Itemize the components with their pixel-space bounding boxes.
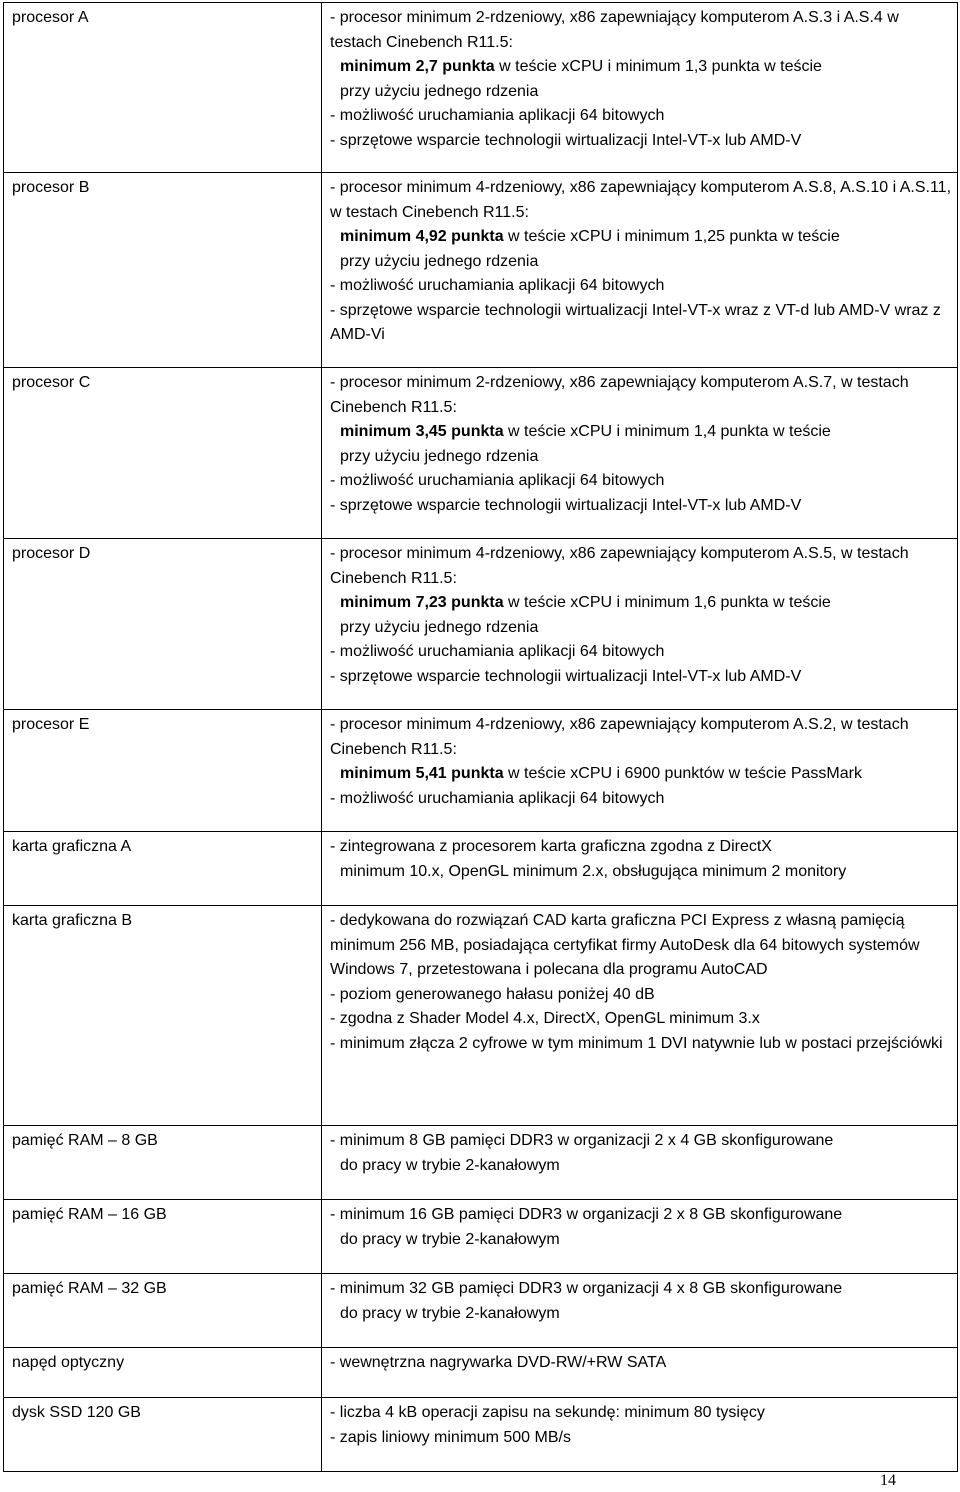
requirement-text: przy użyciu jednego rdzenia (340, 82, 539, 100)
benchmark-minimum: minimum 7,23 punkta (340, 594, 504, 611)
benchmark-minimum: minimum 5,41 punkta (340, 765, 504, 782)
requirement-line (330, 1426, 951, 1451)
component-requirements (322, 3, 958, 173)
requirement-line (330, 909, 951, 983)
requirement-line (330, 55, 951, 80)
spec-row (4, 368, 958, 539)
component-requirements (322, 173, 958, 368)
requirement-text: - zapis liniowy minimum 500 MB/s (330, 1428, 571, 1446)
page-number: 14 (880, 1472, 896, 1489)
requirement-line (330, 1129, 951, 1154)
spec-row (4, 539, 958, 710)
requirement-line (330, 1277, 951, 1302)
requirement-text: - zgodna z Shader Model 4.x, DirectX, OpenGL minimum 3.x (330, 1010, 760, 1027)
component-requirements (322, 710, 958, 832)
requirement-text: minimum 10.x, OpenGL minimum 2.x, obsługująca minimum 2 monitory (340, 862, 847, 880)
requirement-text: przy użyciu jednego rdzenia (340, 252, 539, 270)
requirement-text: - sprzętowe wsparcie technologii wirtualizacji Intel-VT-x lub AMD-V (330, 667, 802, 685)
requirement-line (330, 542, 951, 591)
requirement-line (330, 591, 951, 616)
requirement-text: - procesor minimum 2-rdzeniowy, x86 zapewniający komputerom A.S.7, w testach Cinebench R11.5: (330, 374, 909, 416)
component-requirements (322, 539, 958, 710)
requirement-line (330, 494, 951, 519)
spec-row (4, 1398, 958, 1472)
requirement-line (330, 640, 951, 665)
requirement-line (330, 1154, 951, 1179)
requirement-text: - możliwość uruchamiania aplikacji 64 bitowych (330, 789, 665, 807)
component-name: pamięć RAM – 16 GB (4, 1200, 322, 1274)
requirement-line (330, 6, 951, 55)
requirement-text: do pracy w trybie 2-kanałowym (340, 1230, 560, 1248)
requirement-text: w teście xCPU i minimum 1,3 punkta w teście (494, 58, 822, 75)
requirement-text: w teście xCPU i 6900 punktów w teście PassMark (503, 765, 862, 782)
component-requirements (322, 1200, 958, 1274)
requirement-line (330, 299, 951, 348)
benchmark-minimum: minimum 2,7 punkta (340, 58, 495, 75)
requirement-text: - możliwość uruchamiania aplikacji 64 bitowych (330, 472, 665, 489)
component-name: dysk SSD 120 GB (4, 1398, 322, 1472)
requirement-text: - sprzętowe wsparcie technologii wirtualizacji Intel-VT-x lub AMD-V (330, 496, 802, 514)
requirement-line (330, 420, 951, 445)
spec-row (4, 1200, 958, 1274)
requirement-line (330, 616, 951, 641)
component-requirements (322, 1348, 958, 1398)
requirement-text: przy użyciu jednego rdzenia (340, 618, 539, 636)
requirement-line (330, 274, 951, 299)
requirement-text: do pracy w trybie 2-kanałowym (340, 1304, 560, 1322)
requirement-line (330, 80, 951, 105)
requirement-text: - minimum złącza 2 cyfrowe w tym minimum 1 DVI natywnie lub w postaci przejściówki (330, 1034, 943, 1052)
spec-row (4, 906, 958, 1126)
requirement-text: - minimum 8 GB pamięci DDR3 w organizacji 2 x 4 GB skonfigurowane (330, 1132, 834, 1149)
component-name: procesor A (4, 3, 322, 173)
component-name: procesor B (4, 173, 322, 368)
requirement-text: w teście xCPU i minimum 1,25 punkta w teście (503, 228, 840, 245)
requirement-line (330, 860, 951, 885)
requirement-text: - poziom generowanego hałasu poniżej 40 dB (330, 985, 655, 1003)
requirement-text: - zintegrowana z procesorem karta graficzna zgodna z DirectX (330, 838, 772, 855)
component-requirements (322, 1274, 958, 1348)
requirement-line (330, 983, 951, 1008)
requirement-text: - procesor minimum 2-rdzeniowy, x86 zapewniający komputerom A.S.3 i A.S.4 w testach Cinebench R11.5: (330, 9, 899, 51)
requirement-line (330, 129, 951, 154)
component-name: procesor D (4, 539, 322, 710)
component-requirements (322, 832, 958, 906)
requirement-text: - procesor minimum 4-rdzeniowy, x86 zapewniający komputerom A.S.2, w testach Cinebench R11.5: (330, 716, 909, 758)
requirement-text: - wewnętrzna nagrywarka DVD-RW/+RW SATA (330, 1354, 667, 1371)
component-name: karta graficzna A (4, 832, 322, 906)
spec-row (4, 3, 958, 173)
requirement-line (330, 1228, 951, 1253)
requirement-line (330, 835, 951, 860)
requirement-line (330, 787, 951, 812)
component-name: pamięć RAM – 32 GB (4, 1274, 322, 1348)
spec-row (4, 1348, 958, 1398)
specification-table (3, 2, 958, 1472)
requirement-text: - dedykowana do rozwiązań CAD karta graficzna PCI Express z własną pamięcią minimum 256 MB, posiadająca certyfikat firmy AutoDesk dla 64 bitowych systemów Windows 7, przetestowana i polecana dla programu AutoCAD (330, 912, 920, 978)
requirement-text: w teście xCPU i minimum 1,4 punkta w teście (503, 423, 831, 440)
requirement-text: - minimum 32 GB pamięci DDR3 w organizacji 4 x 8 GB skonfigurowane (330, 1280, 843, 1297)
requirement-text: w teście xCPU i minimum 1,6 punkta w teście (503, 594, 831, 611)
spec-row (4, 1274, 958, 1348)
requirement-line (330, 1302, 951, 1327)
component-requirements (322, 368, 958, 539)
requirement-line (330, 250, 951, 275)
requirement-line (330, 469, 951, 494)
benchmark-minimum: minimum 4,92 punkta (340, 228, 504, 245)
requirement-line (330, 1203, 951, 1228)
requirement-line (330, 665, 951, 690)
requirement-line (330, 445, 951, 470)
requirement-text: - możliwość uruchamiania aplikacji 64 bitowych (330, 107, 665, 124)
requirement-line (330, 762, 951, 787)
requirement-line (330, 225, 951, 250)
spec-row (4, 832, 958, 906)
component-requirements (322, 1126, 958, 1200)
requirement-line (330, 176, 951, 225)
benchmark-minimum: minimum 3,45 punkta (340, 423, 504, 440)
spec-row (4, 173, 958, 368)
requirement-line (330, 1351, 951, 1376)
requirement-text: do pracy w trybie 2-kanałowym (340, 1156, 560, 1174)
requirement-text: - sprzętowe wsparcie technologii wirtualizacji Intel-VT-x wraz z VT-d lub AMD-V wraz z AMD-Vi (330, 301, 941, 343)
requirement-line (330, 1007, 951, 1032)
requirement-line (330, 713, 951, 762)
component-requirements (322, 906, 958, 1126)
component-name: pamięć RAM – 8 GB (4, 1126, 322, 1200)
component-requirements (322, 1398, 958, 1472)
requirement-text: - możliwość uruchamiania aplikacji 64 bitowych (330, 277, 665, 294)
component-name: procesor C (4, 368, 322, 539)
requirement-text: - liczba 4 kB operacji zapisu na sekundę: minimum 80 tysięcy (330, 1404, 765, 1421)
requirement-text: - procesor minimum 4-rdzeniowy, x86 zapewniający komputerom A.S.8, A.S.10 i A.S.11, w testach Cinebench R11.5: (330, 179, 952, 221)
specification-table-body (4, 3, 958, 1472)
requirement-text: - możliwość uruchamiania aplikacji 64 bitowych (330, 643, 665, 660)
spec-row (4, 1126, 958, 1200)
component-name: karta graficzna B (4, 906, 322, 1126)
requirement-text: przy użyciu jednego rdzenia (340, 447, 539, 465)
requirement-line (330, 104, 951, 129)
requirement-text: - sprzętowe wsparcie technologii wirtualizacji Intel-VT-x lub AMD-V (330, 131, 802, 149)
requirement-line (330, 1401, 951, 1426)
component-name: procesor E (4, 710, 322, 832)
component-name: napęd optyczny (4, 1348, 322, 1398)
requirement-line (330, 1032, 951, 1057)
requirement-text: - minimum 16 GB pamięci DDR3 w organizacji 2 x 8 GB skonfigurowane (330, 1206, 843, 1223)
spec-row (4, 710, 958, 832)
requirement-text: - procesor minimum 4-rdzeniowy, x86 zapewniający komputerom A.S.5, w testach Cinebench R11.5: (330, 545, 909, 587)
requirement-line (330, 371, 951, 420)
